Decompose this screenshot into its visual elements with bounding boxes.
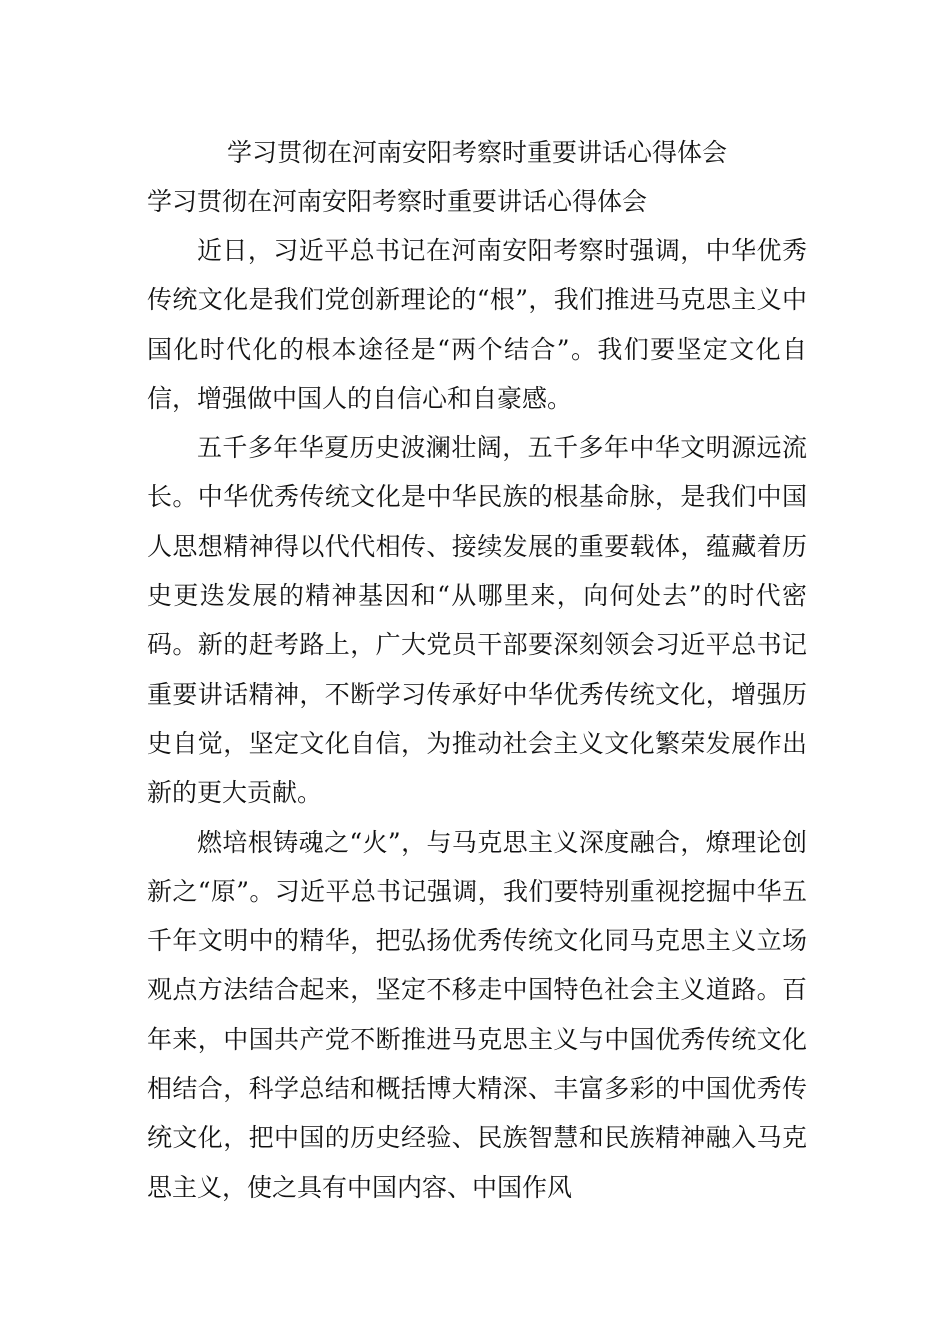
- document-subtitle: 学习贯彻在河南安阳考察时重要讲话心得体会: [147, 187, 648, 216]
- paragraph-2: 五千多年华夏历史波澜壮阔，五千多年中华文明源远流长。中华优秀传统文化是中华民族的根基命脉，是我们中国人思想精神得以代代相传、接续发展的重要载体，蕴藏着历史更迭发展的精神基因和“从哪里来，向何处去”的时代密码。新的赶考路上，广大党员干部要深刻领会习近平总书记重要讲话精神，不断学习传承好中华优秀传统文化，增强历史自觉，坚定文化自信，为推动社会主义文化繁荣发展作出新的更大贡献。: [147, 433, 807, 808]
- paragraph-1: 近日，习近平总书记在河南安阳考察时强调，中华优秀传统文化是我们党创新理论的“根”，我们推进马克思主义中国化时代化的根本途径是“两个结合”。我们要坚定文化自信，增强做中国人的自信心和自豪感。: [147, 236, 807, 413]
- paragraph-3: 燃培根铸魂之“火”，与马克思主义深度融合，燎理论创新之“原”。习近平总书记强调，我们要特别重视挖掘中华五千年文明中的精华，把弘扬优秀传统文化同马克思主义立场观点方法结合起来，坚定不移走中国特色社会主义道路。百年来，中国共产党不断推进马克思主义与中国优秀传统文化相结合，科学总结和概括博大精深、丰富多彩的中国优秀传统文化，把中国的历史经验、民族智慧和民族精神融入马克思主义，使之具有中国内容、中国作风: [147, 827, 807, 1202]
- document-title: 学习贯彻在河南安阳考察时重要讲话心得体会: [226, 138, 727, 167]
- document-body: [147, 128, 807, 1212]
